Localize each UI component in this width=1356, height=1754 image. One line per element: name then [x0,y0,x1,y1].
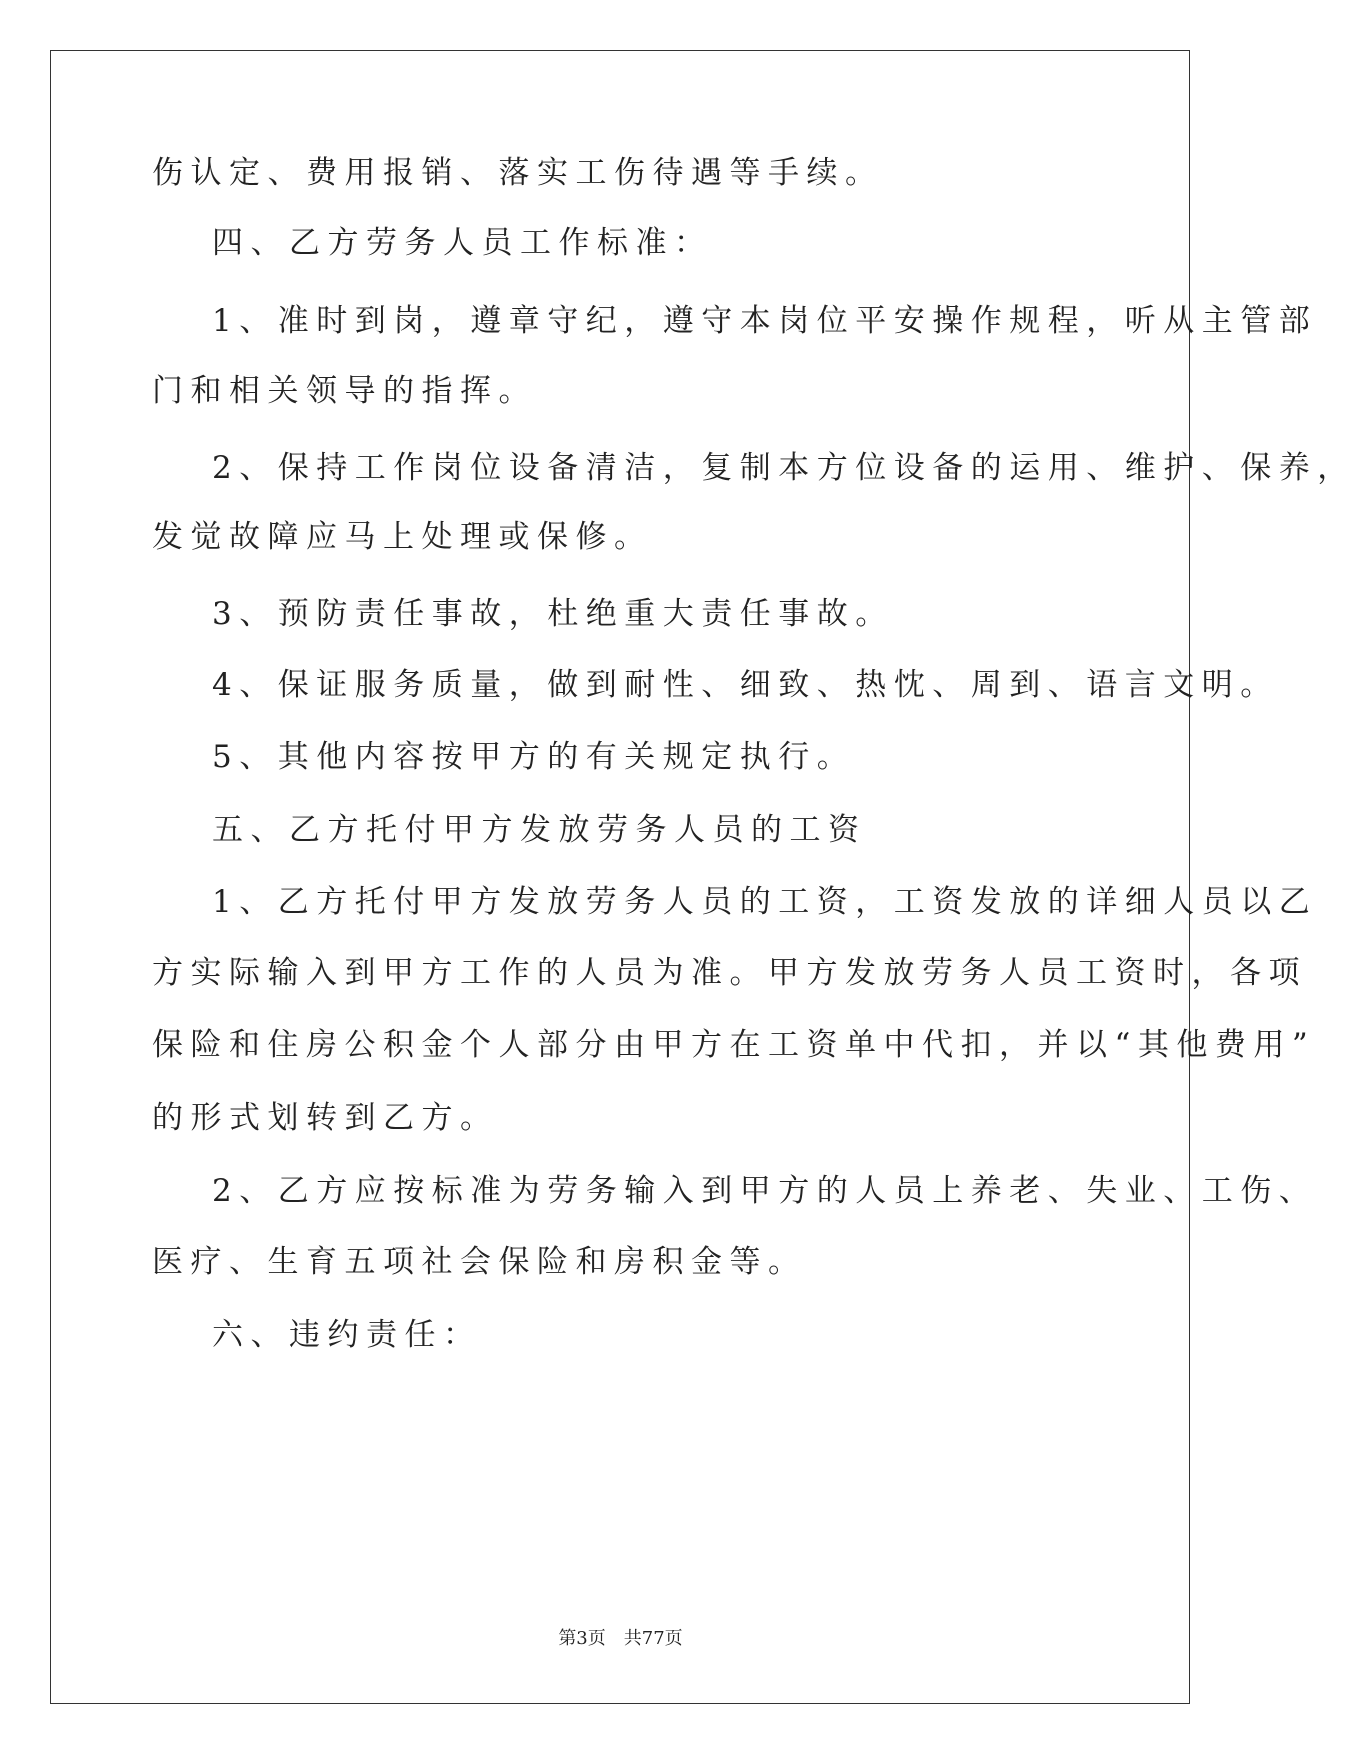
paragraph-line: 3、预防责任事故，杜绝重大责任事故。 [212,596,894,632]
section-heading: 四、乙方劳务人员工作标准： [212,225,713,261]
paragraph-line: 2、保持工作岗位设备清洁，复制本方位设备的运用、维护、保养， [212,450,1356,486]
paragraph-line: 2、乙方应按标准为劳务输入到甲方的人员上养老、失业、工伤、 [212,1173,1318,1209]
paragraph-line: 发觉故障应马上处理或保修。 [152,519,653,555]
paragraph-line: 医疗、生育五项社会保险和房积金等。 [152,1244,807,1280]
page-border [50,50,1190,1704]
paragraph-line: 的形式划转到乙方。 [152,1100,499,1136]
paragraph-line: 保险和住房公积金个人部分由甲方在工资单中代扣，并以“其他费用” [152,1027,1316,1063]
section-heading: 六、违约责任： [212,1317,482,1353]
paragraph-line: 5、其他内容按甲方的有关规定执行。 [212,739,856,775]
section-heading: 五、乙方托付甲方发放劳务人员的工资 [212,812,867,848]
paragraph-line: 1、乙方托付甲方发放劳务人员的工资，工资发放的详细人员以乙 [212,884,1318,920]
paragraph-line: 方实际输入到甲方工作的人员为准。甲方发放劳务人员工资时，各项 [152,955,1307,991]
paragraph-line: 4、保证服务质量，做到耐性、细致、热忱、周到、语言文明。 [212,667,1279,703]
paragraph-line: 1、准时到岗，遵章守纪，遵守本岗位平安操作规程，听从主管部 [212,303,1318,339]
paragraph-line: 门和相关领导的指挥。 [152,373,537,409]
paragraph-line: 伤认定、费用报销、落实工伤待遇等手续。 [152,155,884,191]
page-number: 第3页 共77页 [558,1628,683,1649]
